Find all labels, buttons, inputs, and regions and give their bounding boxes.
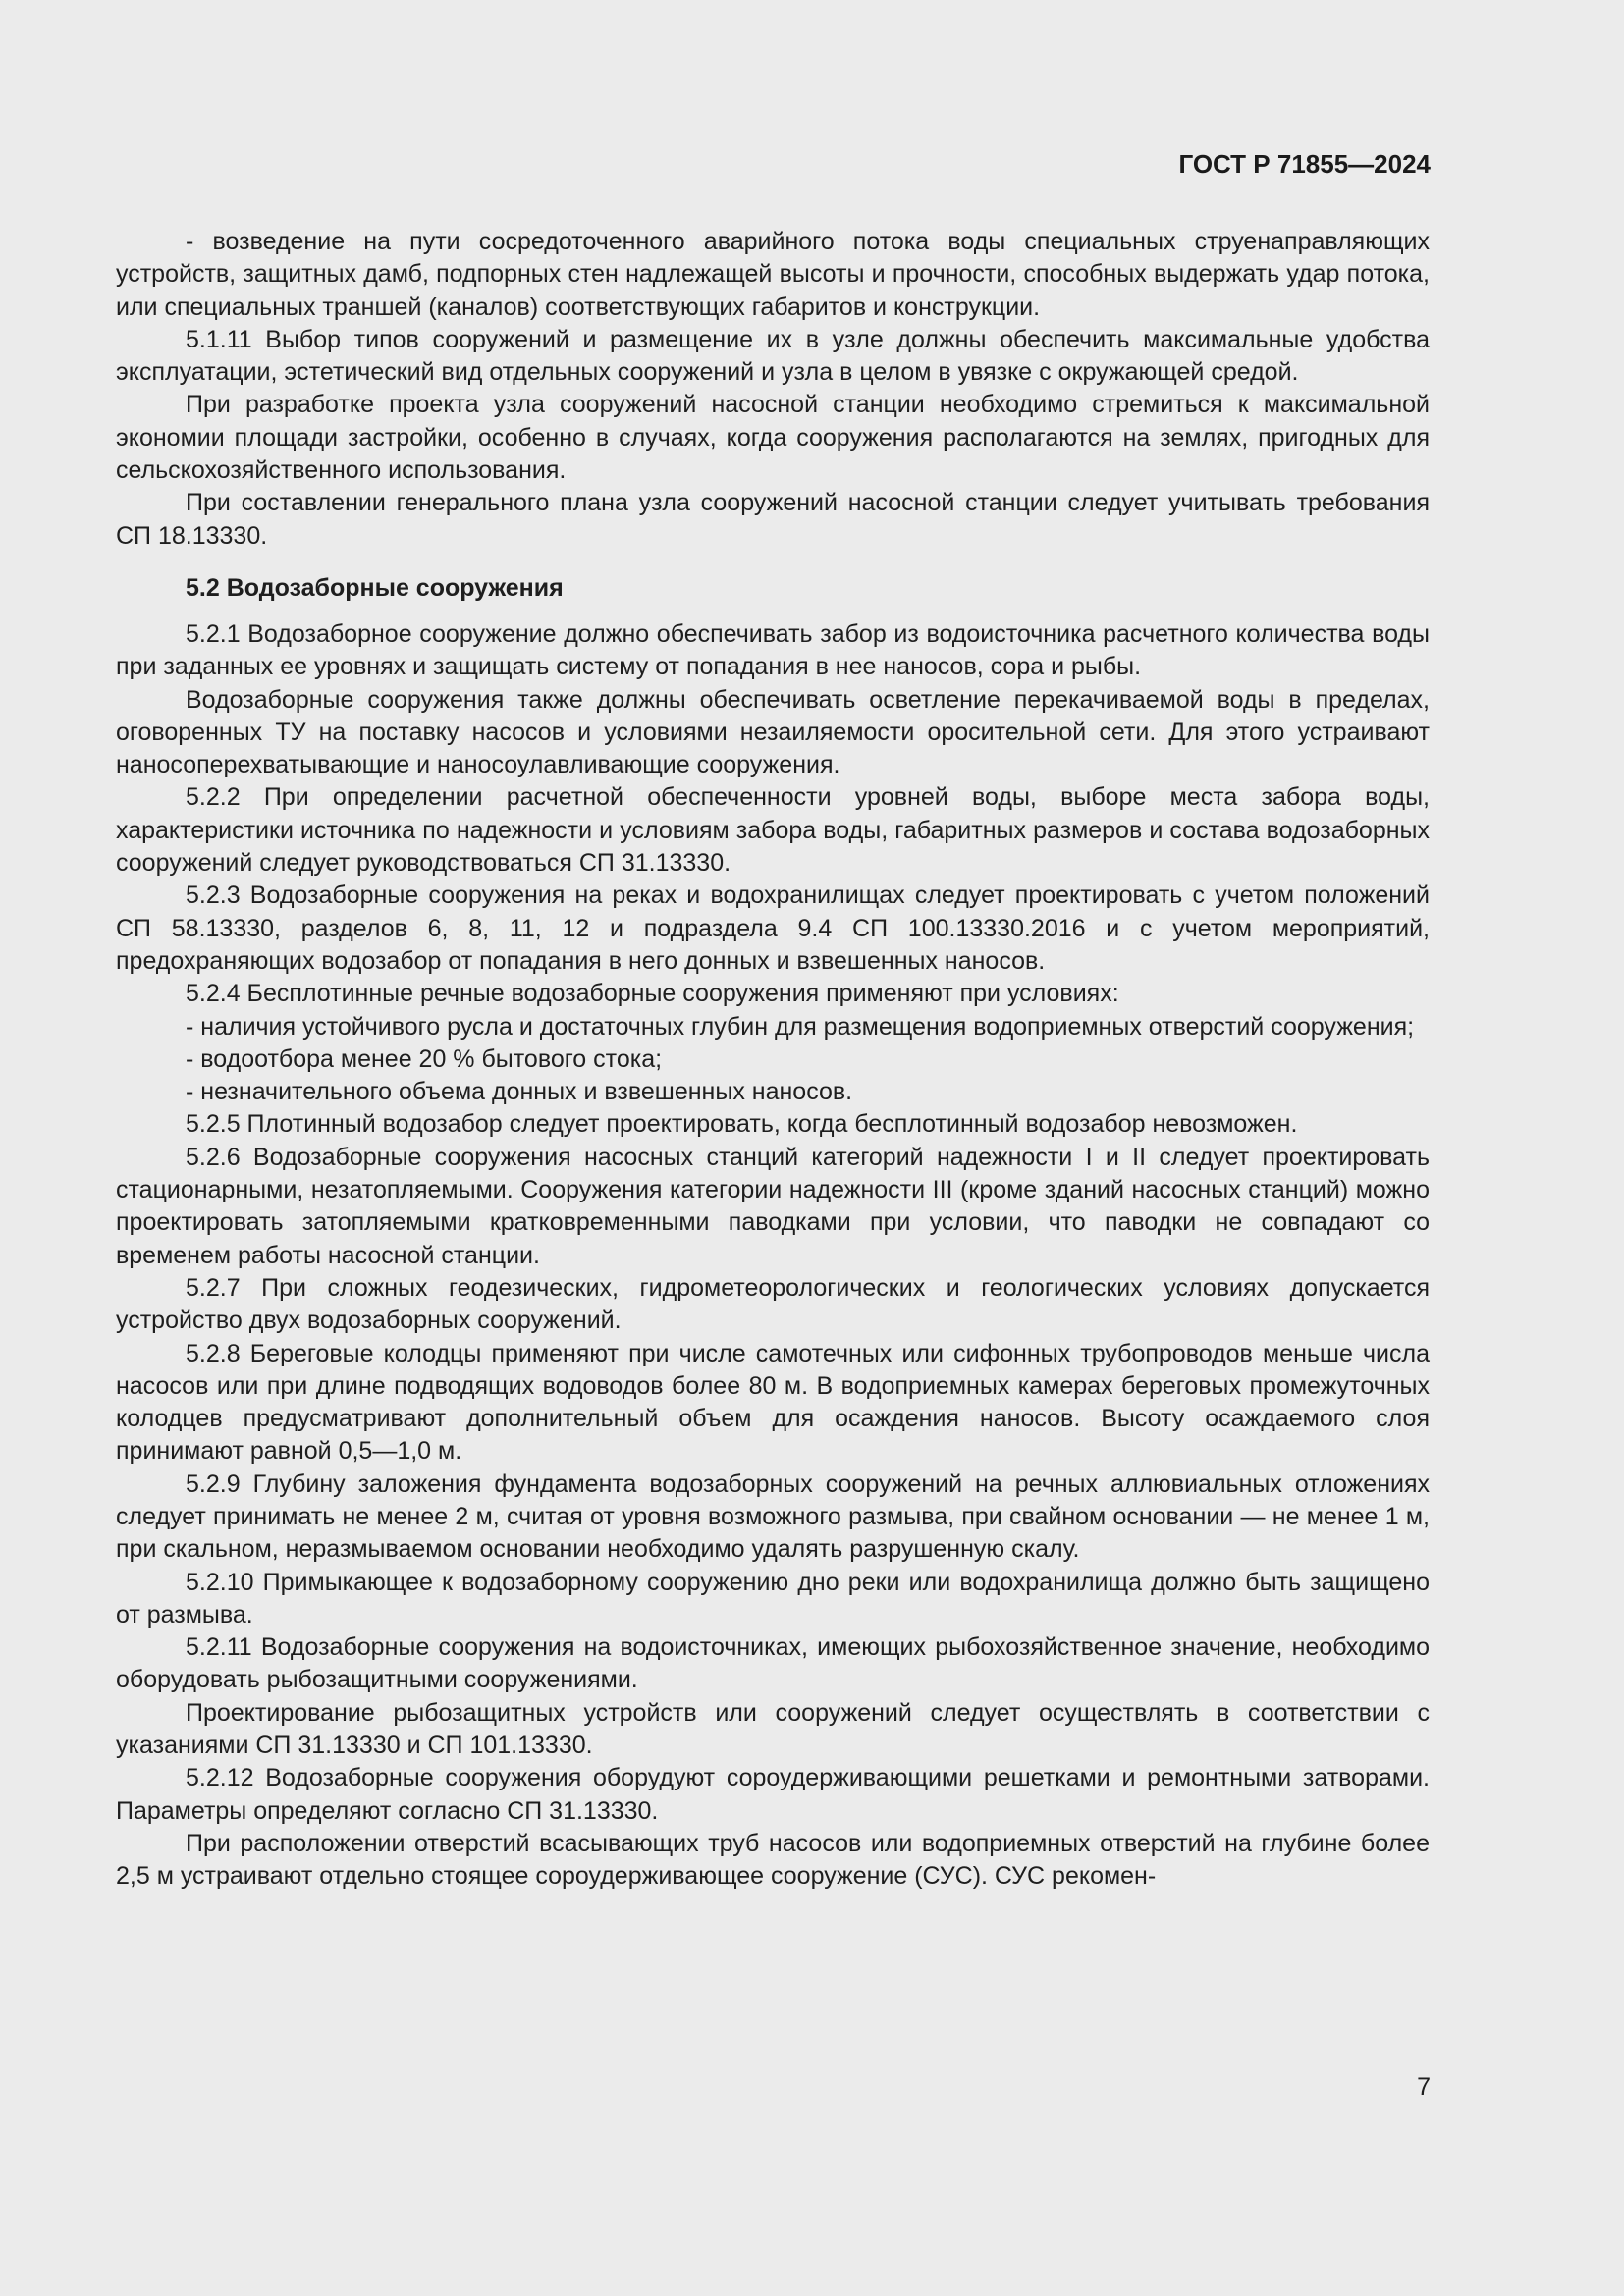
paragraph: 5.2.12 Водозаборные сооружения оборудуют сороудерживающими решетками и ремонтными затворами. Параметры определяют согласно СП 31.13330. (116, 1764, 1430, 1825)
paragraph: При разработке проекта узла сооружений насосной станции необходимо стремиться к максимальной экономии площади застройки, особенно в случаях, когда сооружения располагаются на землях, пригодных для сельскохозяйственного использования. (116, 391, 1430, 485)
paragraph: 5.2.10 Примыкающее к водозаборному сооружению дно реки или водохранилища должно быть защищено от размыва. (116, 1568, 1430, 1629)
paragraph: Проектирование рыбозащитных устройств или сооружений следует осуществлять в соответствии с указаниями СП 31.13330 и СП 101.13330. (116, 1698, 1430, 1760)
paragraph: 5.2.7 При сложных геодезических, гидрометеорологических и геологических условиях допускается устройство двух водозаборных сооружений. (116, 1273, 1430, 1335)
paragraph: 5.2.6 Водозаборные сооружения насосных станций категорий надежности I и II следует проектировать стационарными, незатопляемыми. Сооружения категории надежности III (кроме зданий насосных станций) можно проектировать затопляемыми кратковременными паводками при условии, что паводки не совпадают со временем работы насосной станции. (116, 1143, 1430, 1269)
paragraph: Водозаборные сооружения также должны обеспечивать осветление перекачиваемой воды в пределах, оговоренных ТУ на поставку насосов и условиями незаиляемости оросительной сети. Для этого устраивают наносоперехватывающие и наносоулавливающие сооружения. (116, 685, 1430, 779)
document-body (116, 226, 1430, 1894)
paragraph: - возведение на пути сосредоточенного аварийного потока воды специальных струенаправляющих устройств, защитных дамб, подпорных стен надлежащей высоты и прочности, способных выдержать удар потока, или специальных траншей (каналов) соответствующих габаритов и конструкции. (116, 228, 1430, 321)
list-item: - водоотбора менее 20 % бытового стока; (186, 1044, 663, 1073)
paragraph: 5.2.3 Водозаборные сооружения на реках и водохранилищах следует проектировать с учетом положений СП 58.13330, разделов 6, 8, 11, 12 и подраздела 9.4 СП 100.13330.2016 и с учетом мероприятий, предохраняющих водозабор от попадания в него донных и взвешенных наносов. (116, 881, 1430, 975)
list-item: - наличия устойчивого русла и достаточных глубин для размещения водоприемных отверстий сооружения; (186, 1012, 1415, 1041)
document-header: ГОСТ Р 71855—2024 (1178, 149, 1431, 179)
paragraph: 5.2.8 Береговые колодцы применяют при числе самотечных или сифонных трубопроводов меньше числа насосов или при длине подводящих водоводов более 80 м. В водоприемных камерах береговых промежуточных колодцев предусматривают дополнительный объем для осаждения наносов. Высоту осаждаемого слоя принимают равной 0,5—1,0 м. (116, 1339, 1430, 1466)
section-heading: 5.2 Водозаборные сооружения (186, 573, 564, 602)
page-number: 7 (1417, 2073, 1431, 2101)
paragraph: 5.2.2 При определении расчетной обеспеченности уровней воды, выборе места забора воды, характеристики источника по надежности и условиям забора воды, габаритных размеров и состава водозаборных сооружений следует руководствоваться СП 31.13330. (116, 783, 1430, 878)
paragraph: При расположении отверстий всасывающих труб насосов или водоприемных отверстий на глубине более 2,5 м устраивают отдельно стоящее сороудерживающее сооружение (СУС). СУС рекомен- (116, 1829, 1430, 1891)
paragraph: 5.2.4 Бесплотинные речные водозаборные сооружения применяют при условиях: (186, 980, 1119, 1008)
paragraph: 5.1.11 Выбор типов сооружений и размещение их в узле должны обеспечить максимальные удобства эксплуатации, эстетический вид отдельных сооружений и узла в целом в увязке с окружающей средой. (116, 325, 1430, 387)
paragraph: 5.2.1 Водозаборное сооружение должно обеспечивать забор из водоисточника расчетного количества воды при заданных ее уровнях и защищать систему от попадания в нее наносов, сора и рыбы. (116, 619, 1430, 681)
paragraph: 5.2.11 Водозаборные сооружения на водоисточниках, имеющих рыбохозяйственное значение, необходимо оборудовать рыбозащитными сооружениями. (116, 1633, 1430, 1694)
paragraph: При составлении генерального плана узла сооружений насосной станции следует учитывать требования СП 18.13330. (116, 489, 1430, 550)
list-item: - незначительного объема донных и взвешенных наносов. (186, 1078, 853, 1106)
paragraph: 5.2.5 Плотинный водозабор следует проектировать, когда бесплотинный водозабор невозможен. (186, 1110, 1298, 1139)
paragraph: 5.2.9 Глубину заложения фундамента водозаборных сооружений на речных аллювиальных отложениях следует принимать не менее 2 м, считая от уровня возможного размыва, при свайном основании — не менее 1 м, при скальном, неразмываемом основании необходимо удалять разрушенную скалу. (116, 1469, 1430, 1564)
